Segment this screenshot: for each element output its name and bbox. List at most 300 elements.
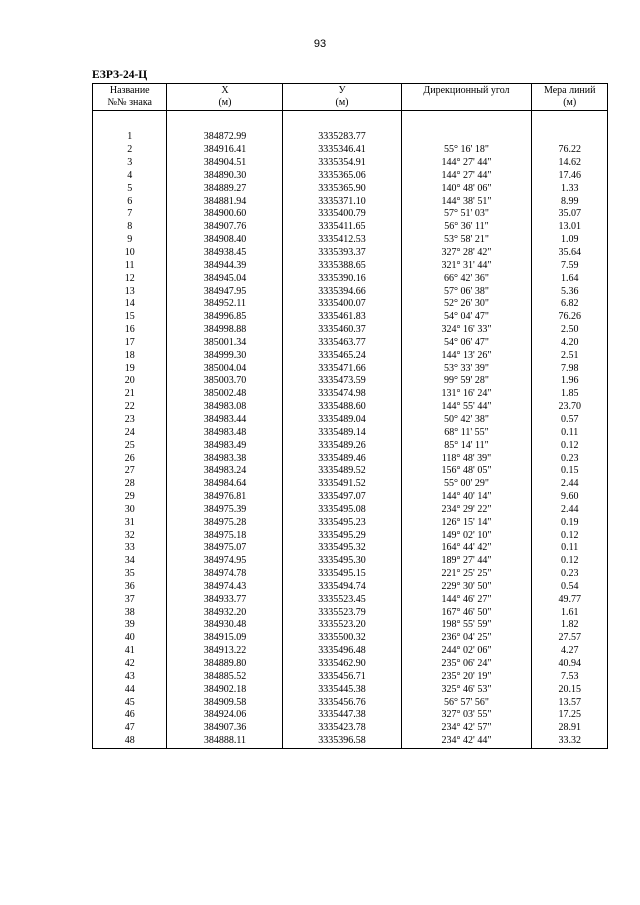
x-coordinate-cell: 384947.95 xyxy=(167,285,283,298)
x-coordinate-cell: 384938.45 xyxy=(167,247,283,260)
point-number-cell: 2 xyxy=(93,144,167,157)
y-coordinate-cell: 3335465.24 xyxy=(283,349,401,362)
line-length-cell: 17.25 xyxy=(532,709,608,722)
table-row xyxy=(93,593,608,606)
x-coordinate-cell: 384890.30 xyxy=(167,170,283,183)
table-row xyxy=(93,683,608,696)
x-coordinate-cell: 384888.11 xyxy=(167,735,283,748)
direction-angle-cell: 144° 46' 27" xyxy=(401,593,532,606)
line-length-cell: 1.09 xyxy=(532,234,608,247)
x-coordinate-cell: 384975.07 xyxy=(167,542,283,555)
y-coordinate-cell: 3335523.79 xyxy=(283,606,401,619)
line-length-cell: 76.26 xyxy=(532,311,608,324)
line-length-cell: 0.12 xyxy=(532,439,608,452)
direction-angle-cell: 156° 48' 05" xyxy=(401,465,532,478)
x-coordinate-cell: 384975.18 xyxy=(167,529,283,542)
x-coordinate-cell: 384924.06 xyxy=(167,709,283,722)
y-coordinate-cell: 3335495.23 xyxy=(283,516,401,529)
line-length-cell: 0.15 xyxy=(532,465,608,478)
direction-angle-cell: 99° 59' 28" xyxy=(401,375,532,388)
line-length-cell: 9.60 xyxy=(532,491,608,504)
y-coordinate-cell: 3335497.07 xyxy=(283,491,401,504)
spacer-cell xyxy=(93,111,167,132)
table-row xyxy=(93,645,608,658)
line-length-cell: 0.11 xyxy=(532,426,608,439)
point-number-cell: 29 xyxy=(93,491,167,504)
y-coordinate-cell: 3335489.46 xyxy=(283,452,401,465)
table-row xyxy=(93,362,608,375)
line-length-cell: 1.64 xyxy=(532,272,608,285)
line-length-cell: 4.20 xyxy=(532,337,608,350)
header-length xyxy=(532,84,608,111)
y-coordinate-cell: 3335365.90 xyxy=(283,182,401,195)
direction-angle-cell: 198° 55' 59" xyxy=(401,619,532,632)
y-coordinate-cell: 3335460.37 xyxy=(283,324,401,337)
direction-angle-cell: 140° 48' 06" xyxy=(401,182,532,195)
point-number-cell: 6 xyxy=(93,195,167,208)
point-number-cell: 35 xyxy=(93,568,167,581)
table-row xyxy=(93,542,608,555)
y-coordinate-cell: 3335461.83 xyxy=(283,311,401,324)
x-coordinate-cell: 385001.34 xyxy=(167,337,283,350)
header-y-line1: У xyxy=(338,85,346,96)
y-coordinate-cell: 3335365.06 xyxy=(283,170,401,183)
point-number-cell: 25 xyxy=(93,439,167,452)
line-length-cell: 14.62 xyxy=(532,157,608,170)
direction-angle-cell: 164° 44' 42" xyxy=(401,542,532,555)
point-number-cell: 15 xyxy=(93,311,167,324)
point-number-cell: 12 xyxy=(93,272,167,285)
direction-angle-cell: 144° 38' 51" xyxy=(401,195,532,208)
point-number-cell: 34 xyxy=(93,555,167,568)
spacer-cell xyxy=(401,111,532,132)
point-number-cell: 38 xyxy=(93,606,167,619)
y-coordinate-cell: 3335354.91 xyxy=(283,157,401,170)
table-row xyxy=(93,157,608,170)
table-row xyxy=(93,349,608,362)
table-row xyxy=(93,439,608,452)
line-length-cell: 13.57 xyxy=(532,696,608,709)
table-row xyxy=(93,478,608,491)
direction-angle-cell: 325° 46' 53" xyxy=(401,683,532,696)
table-row xyxy=(93,208,608,221)
x-coordinate-cell: 385002.48 xyxy=(167,388,283,401)
x-coordinate-cell: 384881.94 xyxy=(167,195,283,208)
x-coordinate-cell: 384907.36 xyxy=(167,722,283,735)
point-number-cell: 44 xyxy=(93,683,167,696)
direction-angle-cell: 327° 03' 55" xyxy=(401,709,532,722)
direction-angle-cell: 57° 51' 03" xyxy=(401,208,532,221)
table-row xyxy=(93,555,608,568)
direction-angle-cell: 131° 16' 24" xyxy=(401,388,532,401)
point-number-cell: 32 xyxy=(93,529,167,542)
table-row xyxy=(93,735,608,748)
x-coordinate-cell: 385004.04 xyxy=(167,362,283,375)
x-coordinate-cell: 384915.09 xyxy=(167,632,283,645)
y-coordinate-cell: 3335489.52 xyxy=(283,465,401,478)
table-row xyxy=(93,195,608,208)
line-length-cell: 13.01 xyxy=(532,221,608,234)
x-coordinate-cell: 384945.04 xyxy=(167,272,283,285)
table-row xyxy=(93,144,608,157)
table-row xyxy=(93,606,608,619)
y-coordinate-cell: 3335495.08 xyxy=(283,503,401,516)
point-number-cell: 33 xyxy=(93,542,167,555)
point-number-cell: 3 xyxy=(93,157,167,170)
table-row xyxy=(93,247,608,260)
y-coordinate-cell: 3335394.66 xyxy=(283,285,401,298)
x-coordinate-cell: 384999.30 xyxy=(167,349,283,362)
point-number-cell: 39 xyxy=(93,619,167,632)
point-number-cell: 11 xyxy=(93,259,167,272)
header-length-line2: (м) xyxy=(563,97,577,108)
y-coordinate-cell: 3335400.79 xyxy=(283,208,401,221)
point-number-cell: 46 xyxy=(93,709,167,722)
y-coordinate-cell: 3335423.78 xyxy=(283,722,401,735)
table-row xyxy=(93,414,608,427)
point-number-cell: 16 xyxy=(93,324,167,337)
direction-angle-cell: 118° 48' 39" xyxy=(401,452,532,465)
y-coordinate-cell: 3335473.59 xyxy=(283,375,401,388)
direction-angle-cell: 144° 13' 26" xyxy=(401,349,532,362)
x-coordinate-cell: 384908.40 xyxy=(167,234,283,247)
table-header-row xyxy=(93,84,608,111)
line-length-cell: 1.96 xyxy=(532,375,608,388)
x-coordinate-cell: 384913.22 xyxy=(167,645,283,658)
line-length-cell: 0.11 xyxy=(532,542,608,555)
x-coordinate-cell: 384900.60 xyxy=(167,208,283,221)
y-coordinate-cell: 3335523.45 xyxy=(283,593,401,606)
point-number-cell: 7 xyxy=(93,208,167,221)
y-coordinate-cell: 3335456.76 xyxy=(283,696,401,709)
y-coordinate-cell: 3335400.07 xyxy=(283,298,401,311)
x-coordinate-cell: 385003.70 xyxy=(167,375,283,388)
direction-angle-cell: 126° 15' 14" xyxy=(401,516,532,529)
y-coordinate-cell: 3335474.98 xyxy=(283,388,401,401)
x-coordinate-cell: 384889.27 xyxy=(167,182,283,195)
direction-angle-cell: 68° 11' 55" xyxy=(401,426,532,439)
line-length-cell xyxy=(532,131,608,144)
x-coordinate-cell: 384872.99 xyxy=(167,131,283,144)
x-coordinate-cell: 384889.80 xyxy=(167,658,283,671)
x-coordinate-cell: 384932.20 xyxy=(167,606,283,619)
point-number-cell: 20 xyxy=(93,375,167,388)
point-number-cell: 36 xyxy=(93,581,167,594)
header-angle xyxy=(401,84,532,111)
point-number-cell: 24 xyxy=(93,426,167,439)
y-coordinate-cell: 3335412.53 xyxy=(283,234,401,247)
point-number-cell: 47 xyxy=(93,722,167,735)
line-length-cell: 35.07 xyxy=(532,208,608,221)
x-coordinate-cell: 384983.48 xyxy=(167,426,283,439)
direction-angle-cell: 144° 55' 44" xyxy=(401,401,532,414)
direction-angle-cell: 50° 42' 38" xyxy=(401,414,532,427)
y-coordinate-cell: 3335447.38 xyxy=(283,709,401,722)
header-x-line2: (м) xyxy=(218,97,232,108)
point-number-cell: 30 xyxy=(93,503,167,516)
point-number-cell: 43 xyxy=(93,670,167,683)
header-name-line1: Название xyxy=(109,85,150,96)
line-length-cell: 0.12 xyxy=(532,555,608,568)
point-number-cell: 9 xyxy=(93,234,167,247)
direction-angle-cell: 234° 29' 22" xyxy=(401,503,532,516)
header-length-line1: Мера линий xyxy=(543,85,596,96)
table-row xyxy=(93,221,608,234)
x-coordinate-cell: 384933.77 xyxy=(167,593,283,606)
table-row xyxy=(93,503,608,516)
y-coordinate-cell: 3335393.37 xyxy=(283,247,401,260)
direction-angle-cell: 221° 25' 25" xyxy=(401,568,532,581)
direction-angle-cell: 189° 27' 44" xyxy=(401,555,532,568)
direction-angle-cell: 234° 42' 57" xyxy=(401,722,532,735)
line-length-cell: 0.23 xyxy=(532,452,608,465)
table-row xyxy=(93,529,608,542)
direction-angle-cell: 167° 46' 50" xyxy=(401,606,532,619)
line-length-cell: 7.98 xyxy=(532,362,608,375)
table-row xyxy=(93,401,608,414)
line-length-cell: 1.82 xyxy=(532,619,608,632)
y-coordinate-cell: 3335411.65 xyxy=(283,221,401,234)
y-coordinate-cell: 3335495.32 xyxy=(283,542,401,555)
line-length-cell: 0.12 xyxy=(532,529,608,542)
y-coordinate-cell: 3335462.90 xyxy=(283,658,401,671)
point-number-cell: 22 xyxy=(93,401,167,414)
header-y-line2: (м) xyxy=(335,97,349,108)
x-coordinate-cell: 384952.11 xyxy=(167,298,283,311)
point-number-cell: 1 xyxy=(93,131,167,144)
table-row xyxy=(93,632,608,645)
direction-angle-cell: 85° 14' 11" xyxy=(401,439,532,452)
table-row xyxy=(93,311,608,324)
table-row xyxy=(93,465,608,478)
y-coordinate-cell: 3335500.32 xyxy=(283,632,401,645)
line-length-cell: 33.32 xyxy=(532,735,608,748)
direction-angle-cell: 56° 57' 56" xyxy=(401,696,532,709)
table-row xyxy=(93,182,608,195)
point-number-cell: 18 xyxy=(93,349,167,362)
line-length-cell: 8.99 xyxy=(532,195,608,208)
y-coordinate-cell: 3335496.48 xyxy=(283,645,401,658)
y-coordinate-cell: 3335471.66 xyxy=(283,362,401,375)
table-row xyxy=(93,516,608,529)
table-row xyxy=(93,670,608,683)
line-length-cell: 2.44 xyxy=(532,478,608,491)
header-name-line2: №№ знака xyxy=(107,97,152,108)
table-row xyxy=(93,491,608,504)
x-coordinate-cell: 384984.64 xyxy=(167,478,283,491)
direction-angle-cell: 55° 00' 29" xyxy=(401,478,532,491)
line-length-cell: 1.33 xyxy=(532,182,608,195)
x-coordinate-cell: 384983.49 xyxy=(167,439,283,452)
point-number-cell: 26 xyxy=(93,452,167,465)
direction-angle-cell: 54° 04' 47" xyxy=(401,311,532,324)
point-number-cell: 28 xyxy=(93,478,167,491)
direction-angle-cell: 144° 27' 44" xyxy=(401,157,532,170)
table-row xyxy=(93,452,608,465)
table-row xyxy=(93,285,608,298)
point-number-cell: 5 xyxy=(93,182,167,195)
line-length-cell: 35.64 xyxy=(532,247,608,260)
direction-angle-cell: 234° 42' 44" xyxy=(401,735,532,748)
y-coordinate-cell: 3335388.65 xyxy=(283,259,401,272)
header-y xyxy=(283,84,401,111)
point-number-cell: 42 xyxy=(93,658,167,671)
line-length-cell: 23.70 xyxy=(532,401,608,414)
line-length-cell: 1.85 xyxy=(532,388,608,401)
point-number-cell: 31 xyxy=(93,516,167,529)
table-row xyxy=(93,337,608,350)
direction-angle-cell: 244° 02' 06" xyxy=(401,645,532,658)
x-coordinate-cell: 384944.39 xyxy=(167,259,283,272)
line-length-cell: 5.36 xyxy=(532,285,608,298)
x-coordinate-cell: 384983.44 xyxy=(167,414,283,427)
x-coordinate-cell: 384983.24 xyxy=(167,465,283,478)
x-coordinate-cell: 384974.43 xyxy=(167,581,283,594)
direction-angle-cell: 149° 02' 10" xyxy=(401,529,532,542)
line-length-cell: 20.15 xyxy=(532,683,608,696)
table-row xyxy=(93,272,608,285)
line-length-cell: 4.27 xyxy=(532,645,608,658)
table-row xyxy=(93,259,608,272)
header-x-line1: X xyxy=(221,85,229,96)
y-coordinate-cell: 3335489.04 xyxy=(283,414,401,427)
x-coordinate-cell: 384930.48 xyxy=(167,619,283,632)
table-row xyxy=(93,696,608,709)
point-number-cell: 13 xyxy=(93,285,167,298)
line-length-cell: 7.53 xyxy=(532,670,608,683)
line-length-cell: 6.82 xyxy=(532,298,608,311)
table-row xyxy=(93,375,608,388)
point-number-cell: 45 xyxy=(93,696,167,709)
table-row xyxy=(93,709,608,722)
line-length-cell: 49.77 xyxy=(532,593,608,606)
direction-angle-cell: 321° 31' 44" xyxy=(401,259,532,272)
x-coordinate-cell: 384902.18 xyxy=(167,683,283,696)
direction-angle-cell: 144° 40' 14" xyxy=(401,491,532,504)
table-row xyxy=(93,722,608,735)
point-number-cell: 8 xyxy=(93,221,167,234)
y-coordinate-cell: 3335283.77 xyxy=(283,131,401,144)
y-coordinate-cell: 3335523.20 xyxy=(283,619,401,632)
y-coordinate-cell: 3335495.29 xyxy=(283,529,401,542)
y-coordinate-cell: 3335390.16 xyxy=(283,272,401,285)
y-coordinate-cell: 3335371.10 xyxy=(283,195,401,208)
x-coordinate-cell: 384998.88 xyxy=(167,324,283,337)
y-coordinate-cell: 3335445.38 xyxy=(283,683,401,696)
y-coordinate-cell: 3335463.77 xyxy=(283,337,401,350)
direction-angle-cell: 57° 06' 38" xyxy=(401,285,532,298)
table-row xyxy=(93,234,608,247)
direction-angle-cell: 56° 36' 11" xyxy=(401,221,532,234)
x-coordinate-cell: 384976.81 xyxy=(167,491,283,504)
line-length-cell: 1.61 xyxy=(532,606,608,619)
line-length-cell: 2.44 xyxy=(532,503,608,516)
point-number-cell: 4 xyxy=(93,170,167,183)
x-coordinate-cell: 384983.38 xyxy=(167,452,283,465)
table-body xyxy=(93,111,608,749)
line-length-cell: 0.23 xyxy=(532,568,608,581)
point-number-cell: 10 xyxy=(93,247,167,260)
line-length-cell: 76.22 xyxy=(532,144,608,157)
y-coordinate-cell: 3335396.58 xyxy=(283,735,401,748)
spacer-cell xyxy=(532,111,608,132)
table-row xyxy=(93,170,608,183)
direction-angle-cell: 235° 20' 19" xyxy=(401,670,532,683)
point-number-cell: 21 xyxy=(93,388,167,401)
x-coordinate-cell: 384974.95 xyxy=(167,555,283,568)
point-number-cell: 17 xyxy=(93,337,167,350)
direction-angle-cell: 53° 33' 39" xyxy=(401,362,532,375)
direction-angle-cell: 54° 06' 47" xyxy=(401,337,532,350)
y-coordinate-cell: 3335495.30 xyxy=(283,555,401,568)
direction-angle-cell: 327° 28' 42" xyxy=(401,247,532,260)
x-coordinate-cell: 384975.39 xyxy=(167,503,283,516)
table-row xyxy=(93,581,608,594)
point-number-cell: 23 xyxy=(93,414,167,427)
y-coordinate-cell: 3335489.14 xyxy=(283,426,401,439)
x-coordinate-cell: 384904.51 xyxy=(167,157,283,170)
spacer-cell xyxy=(283,111,401,132)
line-length-cell: 0.19 xyxy=(532,516,608,529)
line-length-cell: 28.91 xyxy=(532,722,608,735)
x-coordinate-cell: 384885.52 xyxy=(167,670,283,683)
direction-angle-cell xyxy=(401,131,532,144)
y-coordinate-cell: 3335491.52 xyxy=(283,478,401,491)
x-coordinate-cell: 384907.76 xyxy=(167,221,283,234)
y-coordinate-cell: 3335488.60 xyxy=(283,401,401,414)
point-number-cell: 40 xyxy=(93,632,167,645)
direction-angle-cell: 52° 26' 30" xyxy=(401,298,532,311)
line-length-cell: 2.50 xyxy=(532,324,608,337)
point-number-cell: 48 xyxy=(93,735,167,748)
header-name xyxy=(93,84,167,111)
point-number-cell: 14 xyxy=(93,298,167,311)
header-angle-label: Дирекционный угол xyxy=(423,85,510,96)
header-x xyxy=(167,84,283,111)
line-length-cell: 7.59 xyxy=(532,259,608,272)
table-row xyxy=(93,131,608,144)
x-coordinate-cell: 384916.41 xyxy=(167,144,283,157)
direction-angle-cell: 53° 58' 21" xyxy=(401,234,532,247)
table-row xyxy=(93,619,608,632)
direction-angle-cell: 324° 16' 33" xyxy=(401,324,532,337)
table-row xyxy=(93,658,608,671)
section-title: ЕЗРЗ-24-Ц xyxy=(92,69,148,81)
coordinates-table xyxy=(92,83,608,749)
y-coordinate-cell: 3335495.15 xyxy=(283,568,401,581)
line-length-cell: 2.51 xyxy=(532,349,608,362)
y-coordinate-cell: 3335456.71 xyxy=(283,670,401,683)
page-number: 93 xyxy=(313,38,327,50)
direction-angle-cell: 144° 27' 44" xyxy=(401,170,532,183)
point-number-cell: 41 xyxy=(93,645,167,658)
x-coordinate-cell: 384909.58 xyxy=(167,696,283,709)
table-row xyxy=(93,298,608,311)
direction-angle-cell: 229° 30' 50" xyxy=(401,581,532,594)
point-number-cell: 27 xyxy=(93,465,167,478)
line-length-cell: 27.57 xyxy=(532,632,608,645)
direction-angle-cell: 55° 16' 18" xyxy=(401,144,532,157)
line-length-cell: 0.57 xyxy=(532,414,608,427)
spacer-cell xyxy=(167,111,283,132)
point-number-cell: 19 xyxy=(93,362,167,375)
point-number-cell: 37 xyxy=(93,593,167,606)
x-coordinate-cell: 384983.08 xyxy=(167,401,283,414)
direction-angle-cell: 236° 04' 25" xyxy=(401,632,532,645)
table-row xyxy=(93,388,608,401)
x-coordinate-cell: 384974.78 xyxy=(167,568,283,581)
line-length-cell: 40.94 xyxy=(532,658,608,671)
